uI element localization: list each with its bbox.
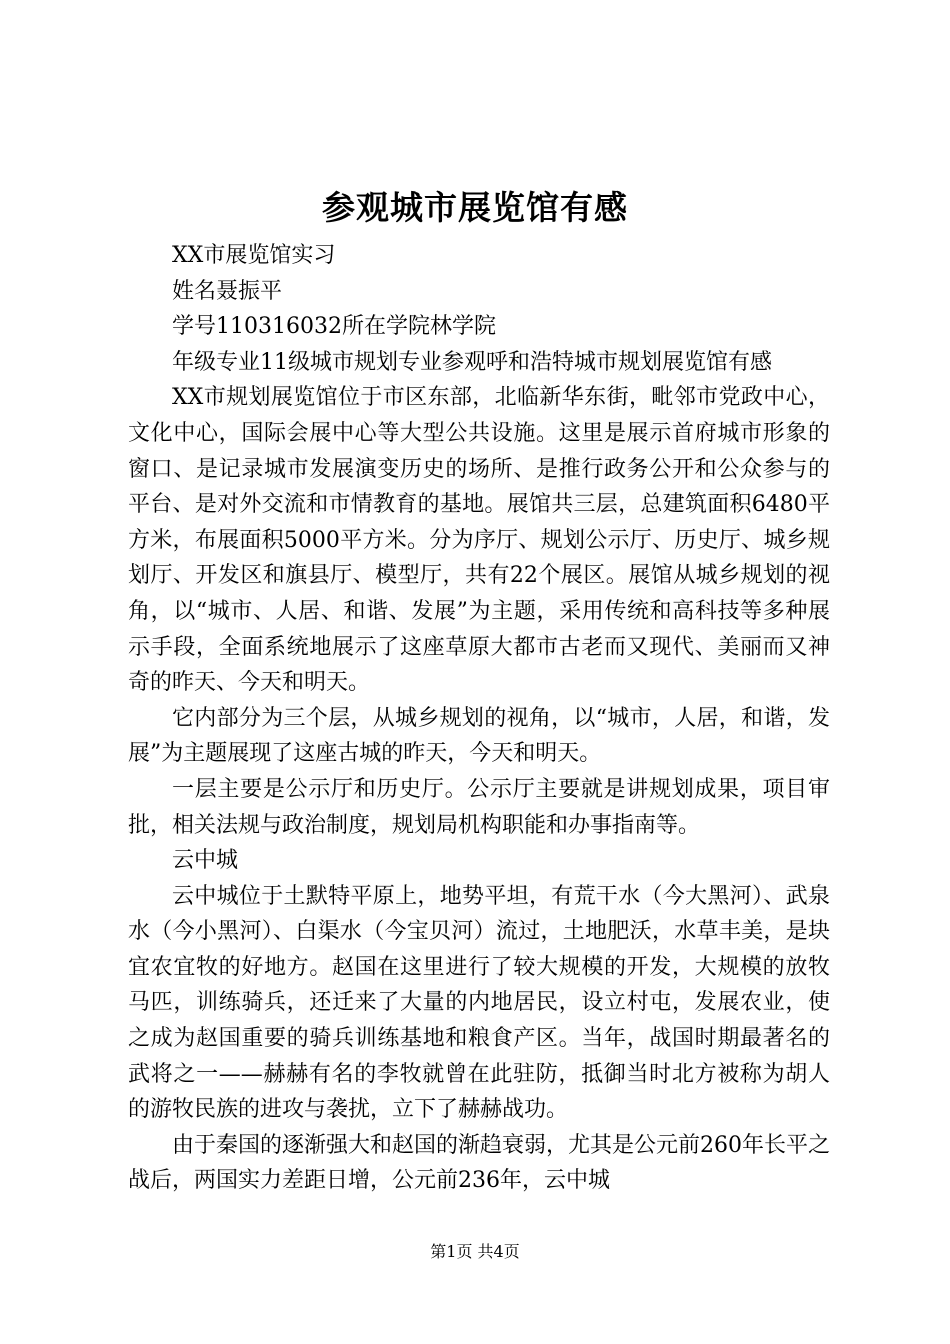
paragraph-yunzhong-heading: 云中城 — [172, 848, 239, 874]
paragraph-first-floor: 一层主要是公示厅和历史厅。公示厅主要就是讲规划成果，项目审批，相关法规与政治制度，规划局机构职能和办事指南等。 — [128, 776, 830, 838]
paragraph-inner-layout: 它内部分为三个层，从城乡规划的视角，以“城市，人居，和谐，发展”为主题展现了这座古城的昨天，今天和明天。 — [128, 705, 830, 767]
paragraph-name: 姓名聂振平 — [172, 278, 283, 304]
document-body — [128, 238, 830, 1199]
paragraph-museum-intro: XX市规划展览馆位于市区东部，北临新华东街，毗邻市党政中心，文化中心，国际会展中心等大型公共设施。这里是展示首府城市形象的窗口、是记录城市发展演变历史的场所、是推行政务公开和公众参与的平台、是对外交流和市情教育的基地。展馆共三层，总建筑面积6480平方米，布展面积5000平方米。分为序厅、规划公示厅、历史厅、城乡规划厅、开发区和旗县厅、模型厅，共有22个展区。展馆从城乡规划的视角，以“城市、人居、和谐、发展”为主题，采用传统和高科技等多种展示手段，全面系统地展示了这座草原大都市古老而又现代、美丽而又神奇的昨天、今天和明天。 — [128, 385, 830, 696]
page-footer: 第1页 共4页 — [430, 1242, 520, 1261]
paragraph-yunzhong-city: 云中城位于土默特平原上，地势平坦，有荒干水（今大黑河）、武泉水（今小黑河）、白渠水（今宝贝河）流过，土地肥沃，水草丰美，是块宜农宜牧的好地方。赵国在这里进行了较大规模的开发，大规模的放牧马匹，训练骑兵，还迁来了大量的内地居民，设立村屯，发展农业，使之成为赵国重要的骑兵训练基地和粮食产区。当年，战国时期最著名的武将之一——赫赫有名的李牧就曾在此驻防，抵御当时北方被称为胡人的游牧民族的进攻与袭扰，立下了赫赫战功。 — [128, 883, 830, 1123]
paragraph-qin-zhao: 由于秦国的逐渐强大和赵国的渐趋衰弱，尤其是公元前260年长平之战后，两国实力差距日增，公元前236年，云中城 — [128, 1132, 830, 1194]
paragraph-internship: XX市展览馆实习 — [172, 243, 336, 268]
paragraph-student-id: 学号110316032所在学院林学院 — [172, 314, 496, 340]
paragraph-grade-major: 年级专业11级城市规划专业参观呼和浩特城市规划展览馆有感 — [172, 349, 772, 375]
document-title: 参观城市展览馆有感 — [322, 188, 628, 227]
